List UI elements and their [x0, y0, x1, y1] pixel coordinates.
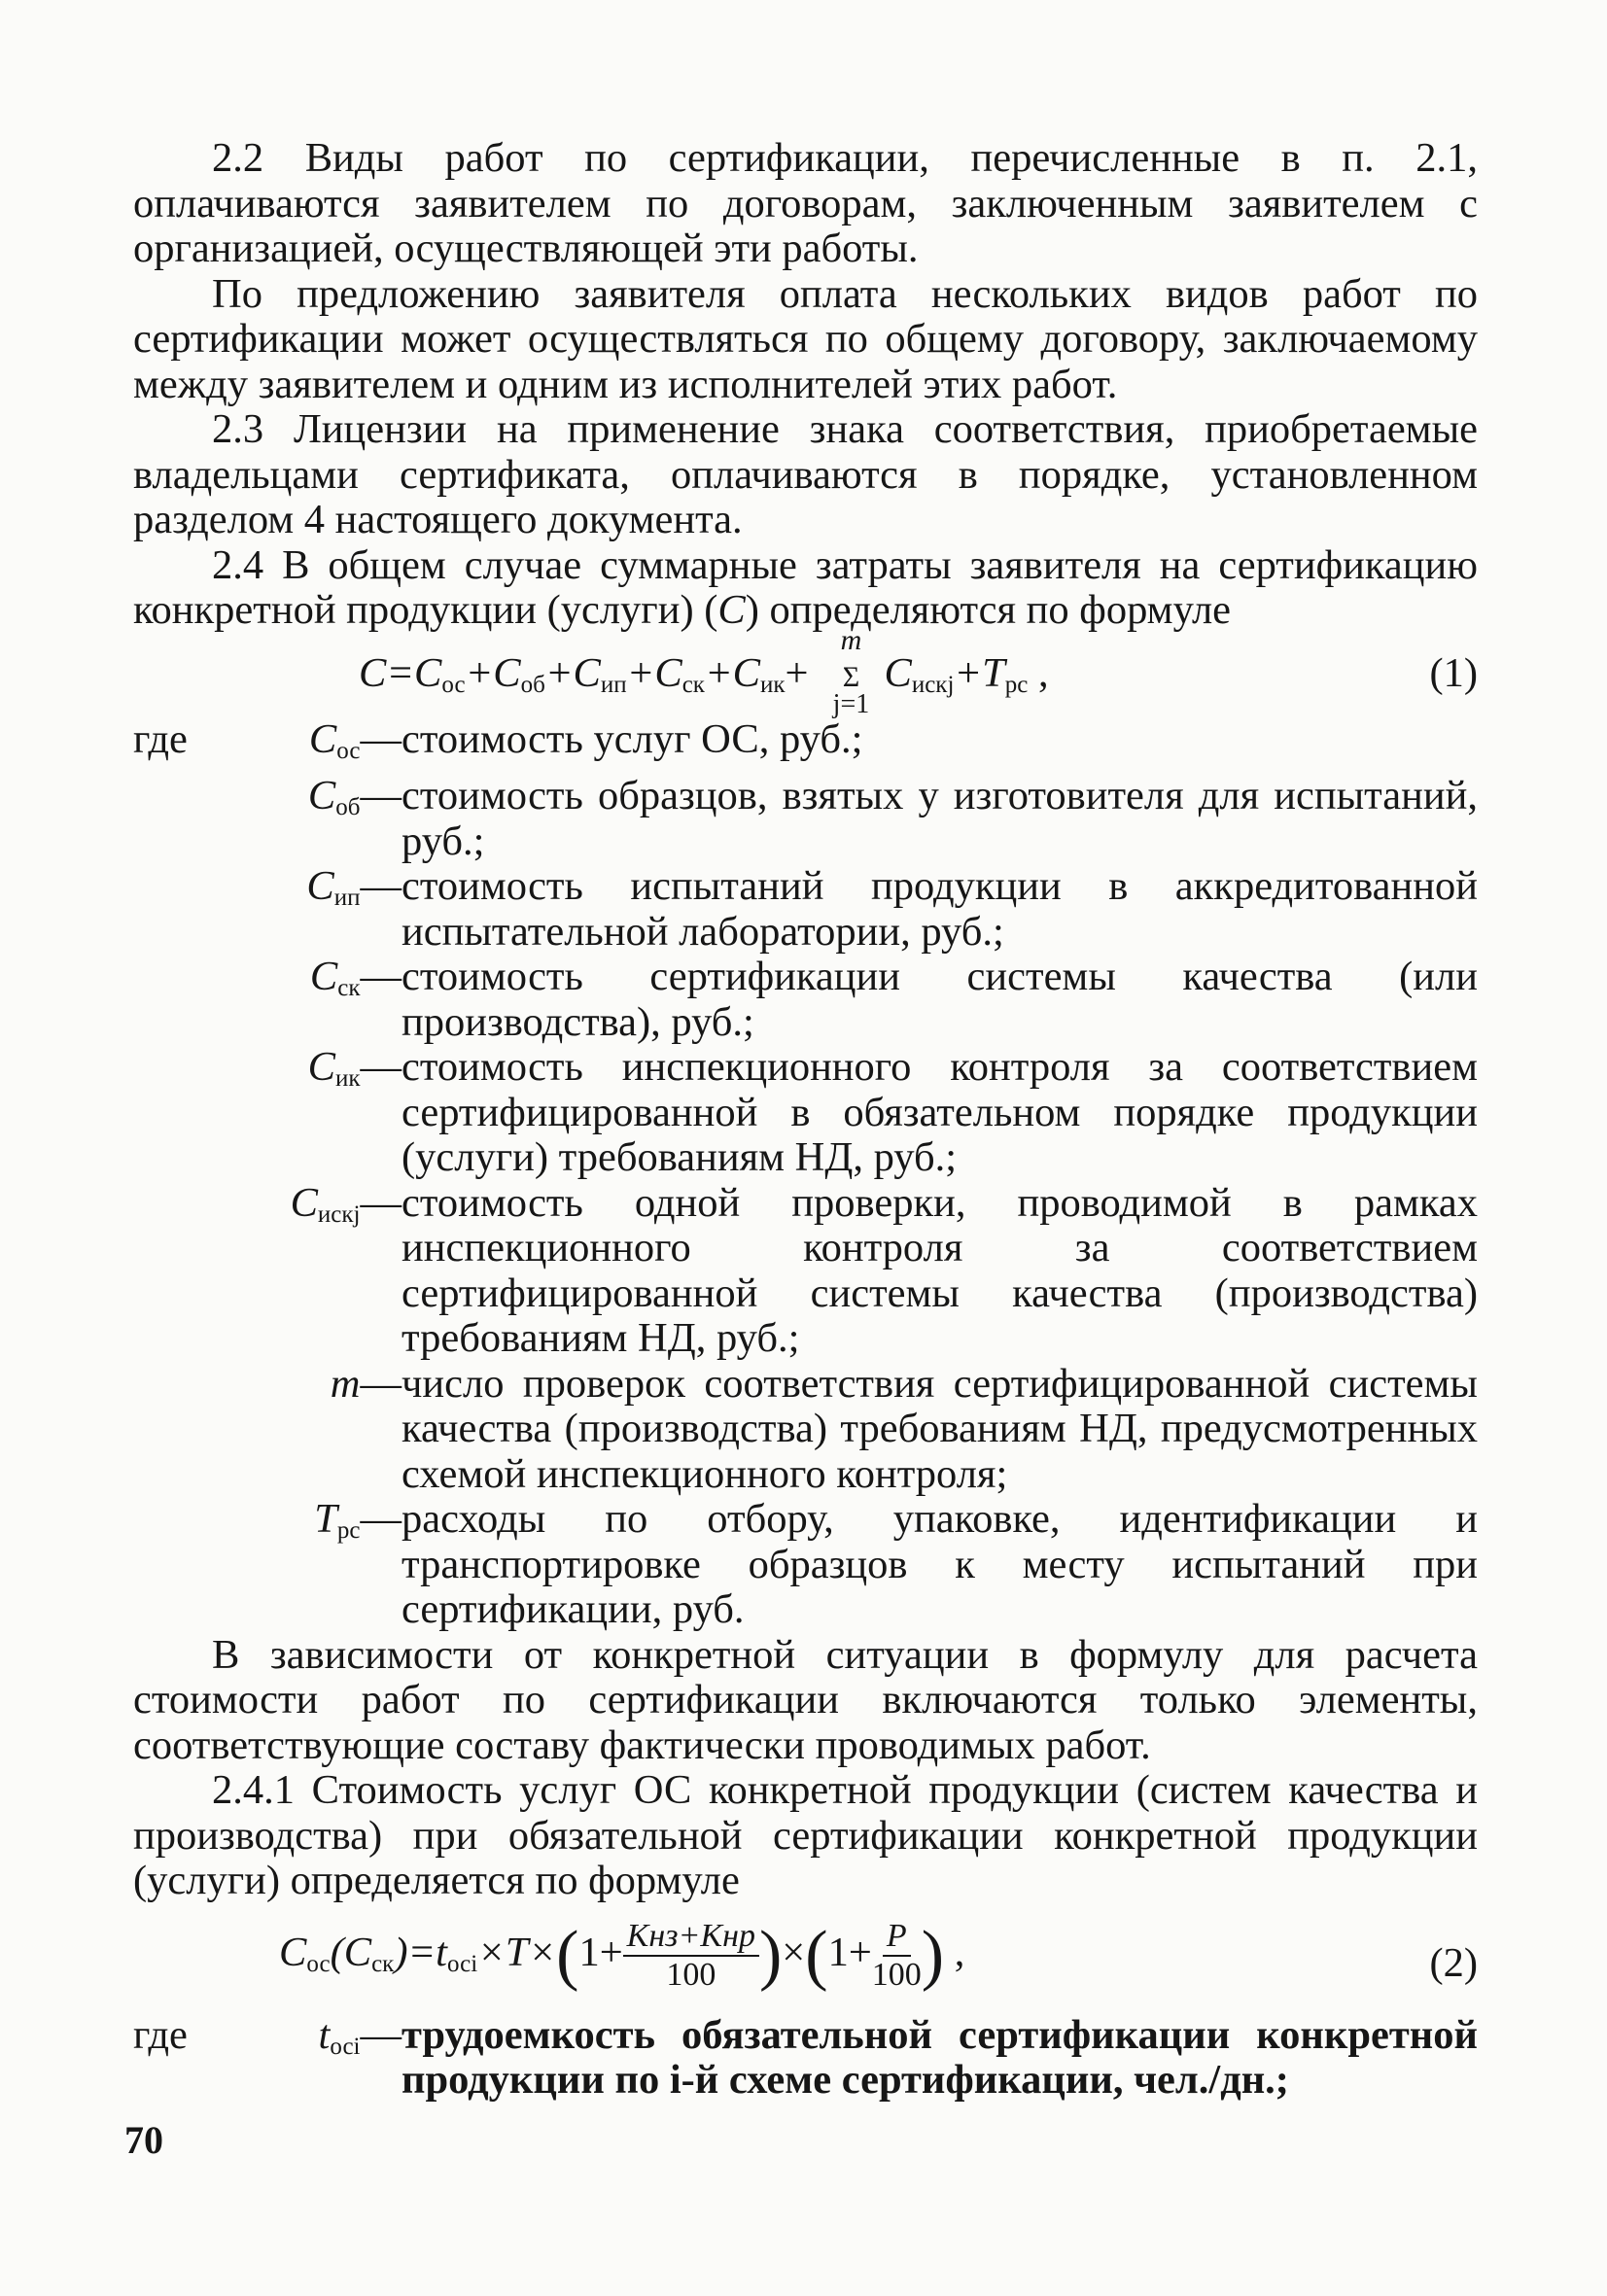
formula-2-number: (2) — [1429, 1939, 1478, 1986]
fraction-1-denominator: 100 — [666, 1956, 716, 1993]
f1-tail: , — [1028, 649, 1049, 696]
definition-text-0: стоимость услуг ОС, руб.; — [402, 715, 863, 762]
definition-2 — [133, 864, 1478, 955]
def-symbol-5: C — [290, 1179, 318, 1226]
f2-a-sub: ос — [306, 1950, 331, 1977]
f2-c-sub: осi — [446, 1950, 478, 1977]
f1-term-8: +T — [954, 649, 1005, 696]
definition-symbol — [133, 2013, 402, 2104]
fraction-1 — [623, 1918, 759, 1994]
dash: — — [360, 715, 402, 762]
page-number: 70 — [124, 2118, 163, 2162]
f1-plus: + — [785, 649, 809, 696]
definition-5 — [133, 1181, 1478, 1362]
p4-start: 2.4 В общем случае суммарные затраты заявителя на сертификацию конкретной продукции (услуги) ( — [133, 541, 1478, 633]
f1-term-7: C — [884, 649, 912, 696]
fraction-2-numerator: P — [883, 1918, 911, 1957]
def-symbol-7: T — [314, 1496, 337, 1542]
definition-symbol — [133, 1181, 402, 1362]
definition-text-4: стоимость инспекционного контроля за соответствием сертифицированной в обязательном порядке продукции (услуги) требованиям НД, руб.; — [402, 1044, 1478, 1180]
definition-t-oci — [133, 2013, 1478, 2104]
left-paren-1: ( — [556, 1917, 579, 1993]
def-sub-1: об — [335, 794, 361, 820]
definition-symbol — [133, 864, 402, 955]
dash: — — [360, 2011, 402, 2058]
definition-text-5: стоимость одной проверки, проводимой в рамках инспекционного контроля за соответствием сертифицированной системы качества (производства) требованиям НД, руб.; — [402, 1179, 1478, 1361]
definition-7 — [133, 1497, 1478, 1633]
f2-b-sub: ск — [371, 1950, 395, 1977]
definition-0 — [133, 717, 1478, 775]
f2-a: C — [279, 1929, 307, 1975]
formula-1-number: (1) — [1429, 649, 1478, 696]
definition-symbol — [133, 774, 402, 864]
definition-6 — [133, 1362, 1478, 1498]
sum-lower-limit: j=1 — [832, 688, 870, 719]
f2-one: 1+ — [578, 1929, 623, 1975]
dash: — — [360, 954, 402, 999]
f2-b: (C — [330, 1929, 372, 1975]
definition-text-last: трудоемкость обязательной сертификации конкретной продукции по i-й схеме сертификации, чел./дн.; — [402, 2011, 1478, 2103]
fraction-2-denominator: 100 — [871, 1956, 922, 1993]
paragraph-2-2: 2.2 Виды работ по сертификации, перечисленные в п. 2.1, оплачиваются заявителем по договорам, заключенным заявителем с организацией, осуществляющей эти работы. — [133, 135, 1478, 271]
f1-sub-8: рс — [1004, 671, 1029, 698]
def-symbol-1: C — [307, 773, 336, 818]
f1-sub-4: ск — [681, 671, 705, 698]
def-sub-4: ик — [334, 1065, 361, 1092]
paragraph-2-2-continued: По предложению заявителя оплата нескольких видов работ по сертификации может осуществляться по общему договору, заключаемому между заявителем и одним из исполнителей этих работ. — [133, 270, 1478, 407]
paragraph-2-4-1: 2.4.1 Стоимость услуг ОС конкретной продукции (систем качества и производства) при обязательной сертификации конкретной продукции (услуги) определяется по формуле — [133, 1767, 1478, 1903]
paragraph-2-4 — [133, 543, 1478, 634]
def-sub-7: рс — [336, 1517, 361, 1544]
definition-text-6: число проверок соответствия сертифицированной системы качества (производства) требованиям НД, предусмотренных схемой инспекционного контроля; — [402, 1360, 1478, 1497]
def-sub-2: ип — [333, 885, 361, 911]
definition-symbol — [133, 1362, 402, 1498]
definition-text-7: расходы по отбору, упаковке, идентификации и транспортировке образцов к месту испытаний при сертификации, руб. — [402, 1496, 1478, 1632]
definition-text-2: стоимость испытаний продукции в аккредитованной испытательной лаборатории, руб.; — [402, 863, 1478, 955]
definition-symbol — [133, 1497, 402, 1633]
formula-2-body — [279, 1918, 964, 1994]
f1-term-5: +C — [704, 649, 760, 696]
where-label: где — [133, 715, 188, 762]
f2-c: )=t — [394, 1929, 447, 1975]
definition-3 — [133, 955, 1478, 1045]
definition-symbol — [133, 955, 402, 1045]
definition-symbol — [133, 717, 402, 775]
def-sub-5: искj — [317, 1200, 361, 1228]
f2-times: × — [782, 1929, 806, 1975]
definition-4 — [133, 1045, 1478, 1181]
definition-text-3: стоимость сертификации системы качества (или производства), руб.; — [402, 954, 1478, 1045]
dash: — — [360, 773, 402, 818]
def-last-sub: осi — [330, 2033, 361, 2060]
f1-term-4: +C — [626, 649, 682, 696]
def-symbol-3: C — [309, 954, 338, 999]
f1-sub-5: ик — [759, 671, 786, 698]
def-symbol-2: C — [306, 863, 334, 909]
def-sub-3: ск — [337, 975, 361, 1001]
def-sub-0: ос — [336, 737, 361, 764]
sum-upper-limit: m — [840, 623, 862, 656]
dash: — — [360, 1360, 402, 1407]
definition-symbol — [133, 1045, 402, 1181]
formula-1-body — [359, 623, 1049, 719]
definition-text-1: стоимость образцов, взятых у изготовителя для испытаний, руб.; — [402, 773, 1478, 864]
sum-operator — [829, 623, 872, 719]
right-paren-2: ) — [921, 1917, 945, 1993]
dash: — — [360, 863, 402, 909]
fraction-2 — [872, 1918, 922, 1994]
f2-tail: , — [944, 1929, 965, 1975]
dash: — — [360, 1179, 402, 1226]
paragraph-note: В зависимости от конкретной ситуации в формулу для расчета стоимости работ по сертификации включаются только элементы, соответствующие составу фактически проводимых работ. — [133, 1631, 1478, 1768]
f1-sub-2: об — [520, 671, 545, 698]
where-label: где — [133, 2011, 188, 2058]
def-last-symbol: t — [318, 2011, 331, 2058]
dash: — — [360, 1044, 402, 1090]
p4-symbol: С — [717, 587, 746, 633]
fraction-1-numerator: Kнз+Kнр — [623, 1918, 759, 1957]
f2-one-2: 1+ — [827, 1929, 872, 1975]
def-symbol-6: m — [330, 1360, 361, 1407]
sum-sign: Σ — [842, 660, 860, 693]
f1-sub-3: ип — [600, 671, 627, 698]
p4-end: ) определяются по формуле — [745, 587, 1232, 633]
f1-sub-1: ос — [441, 671, 466, 698]
left-paren-2: ( — [805, 1917, 828, 1993]
formula-2 — [133, 1904, 1478, 2013]
definition-1 — [133, 774, 1478, 864]
f1-sub-7: искj — [911, 671, 955, 698]
f2-d: ×T× — [477, 1929, 557, 1975]
f1-term-3: +C — [544, 649, 601, 696]
def-symbol-4: C — [307, 1044, 335, 1090]
definitions-list — [133, 717, 1478, 1633]
right-paren-1: ) — [758, 1917, 783, 1993]
dash: — — [360, 1496, 402, 1542]
f1-head: C=C — [359, 649, 442, 696]
page-text — [133, 136, 1478, 2104]
f1-term-2: +C — [465, 649, 521, 696]
def-symbol-0: C — [308, 715, 337, 762]
formula-1 — [133, 623, 1478, 719]
paragraph-2-3: 2.3 Лицензии на применение знака соответствия, приобретаемые владельцами сертификата, оплачиваются в порядке, установленном разделом 4 настоящего документа. — [133, 406, 1478, 542]
